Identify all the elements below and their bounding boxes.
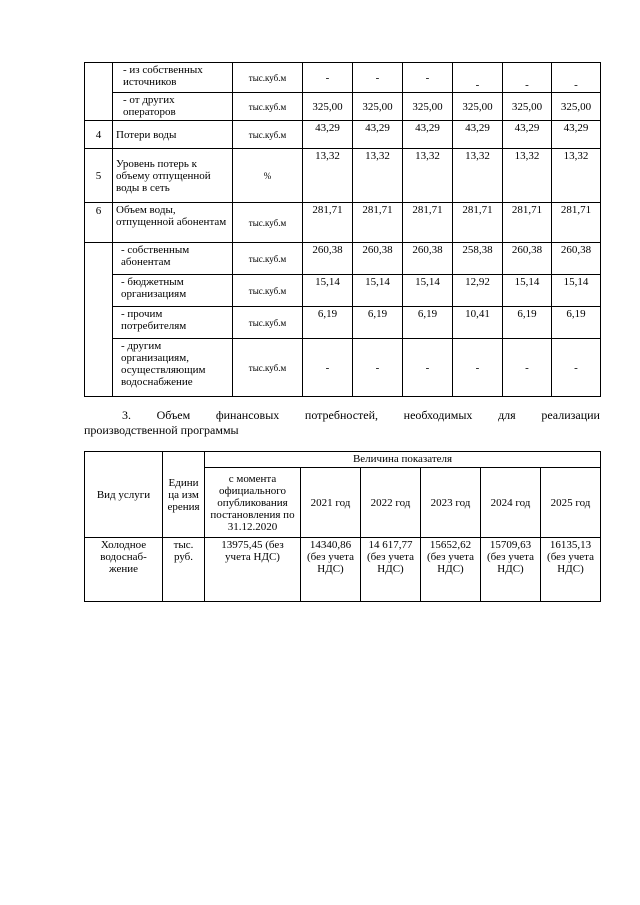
table-row <box>85 63 601 93</box>
header-unit: Единица измерения <box>163 452 205 538</box>
service-name: Холодное водоснаб-жение <box>85 538 163 602</box>
cell-value: 281,71 <box>503 203 552 243</box>
row-unit: тыс.куб.м <box>233 63 303 93</box>
cell-value: 6,19 <box>353 307 403 339</box>
row-label: - прочим потребителям <box>113 307 233 339</box>
row-unit: тыс.куб.м <box>233 93 303 121</box>
row-unit: % <box>233 149 303 203</box>
cell-value: - <box>353 63 403 93</box>
row-unit: тыс.куб.м <box>233 275 303 307</box>
heading-word: Объем <box>156 408 191 422</box>
header-year: 2021 год <box>301 468 361 538</box>
table-row <box>85 121 601 149</box>
row-label: - другим организациям, осуществляющим водоснабжение <box>113 339 233 397</box>
row-number: 4 <box>85 121 113 149</box>
table-row <box>85 538 601 602</box>
cell-value: 260,38 <box>503 243 552 275</box>
cell-value: 325,00 <box>353 93 403 121</box>
cell-value: - <box>552 63 601 93</box>
cell-value: 258,38 <box>453 243 503 275</box>
cell-value: 281,71 <box>552 203 601 243</box>
cell-value: 13,32 <box>303 149 353 203</box>
cell-value: 6,19 <box>403 307 453 339</box>
cell-value: 43,29 <box>453 121 503 149</box>
table-row <box>85 275 601 307</box>
header-year: 2023 год <box>421 468 481 538</box>
cell-value: 281,71 <box>453 203 503 243</box>
cell-value: 14340,86 (без учета НДС) <box>301 538 361 602</box>
cell-value: 325,00 <box>453 93 503 121</box>
financial-needs-table <box>84 451 601 602</box>
section-3-line-1 <box>84 408 600 423</box>
cell-value: - <box>403 63 453 93</box>
row-label: - бюджетным организациям <box>113 275 233 307</box>
cell-value: 15,14 <box>403 275 453 307</box>
cell-value: - <box>453 63 503 93</box>
row-number: 6 <box>85 203 113 243</box>
cell-value: 14 617,77 (без учета НДС) <box>361 538 421 602</box>
row-unit: тыс.куб.м <box>233 339 303 397</box>
cell-value: 13975,45 (без учета НДС) <box>205 538 301 602</box>
cell-value: - <box>552 339 601 397</box>
table-row <box>85 149 601 203</box>
heading-word: финансовых <box>215 408 280 422</box>
cell-value: 10,41 <box>453 307 503 339</box>
cell-value: - <box>403 339 453 397</box>
row-label: - от других операторов <box>113 93 233 121</box>
cell-value: - <box>303 339 353 397</box>
cell-value: 260,38 <box>353 243 403 275</box>
cell-value: 12,92 <box>453 275 503 307</box>
cell-value: 6,19 <box>552 307 601 339</box>
cell-value: 15,14 <box>303 275 353 307</box>
cell-value: 15,14 <box>503 275 552 307</box>
table-row <box>85 203 601 243</box>
row-label: - собственным абонентам <box>113 243 233 275</box>
cell-value: 325,00 <box>552 93 601 121</box>
section-3-line-2: производственной программы <box>84 423 239 437</box>
table-header-row <box>85 452 601 468</box>
heading-word: для <box>498 408 516 422</box>
cell-value: 15,14 <box>353 275 403 307</box>
cell-value: 15709,63 (без учета НДС) <box>481 538 541 602</box>
cell-value: 43,29 <box>303 121 353 149</box>
cell-value: 13,32 <box>353 149 403 203</box>
cell-value: 43,29 <box>552 121 601 149</box>
cell-value: 13,32 <box>503 149 552 203</box>
heading-word: реализации <box>541 408 600 422</box>
row-number: 5 <box>85 149 113 203</box>
cell-value: 13,32 <box>403 149 453 203</box>
heading-word: потребностей, <box>304 408 379 422</box>
header-service-type: Вид услуги <box>85 452 163 538</box>
table-row <box>85 93 601 121</box>
cell-value: 43,29 <box>353 121 403 149</box>
row-label: Уровень потерь к объему отпущенной воды в сеть <box>113 149 233 203</box>
header-year: 2025 год <box>541 468 601 538</box>
cell-value: 325,00 <box>303 93 353 121</box>
row-label: Потери воды <box>113 121 233 149</box>
row-unit: тыс.куб.м <box>233 243 303 275</box>
cell-value: 281,71 <box>403 203 453 243</box>
table-row <box>85 243 601 275</box>
cell-value: 281,71 <box>353 203 403 243</box>
row-unit: тыс.куб.м <box>233 203 303 243</box>
cell-value: 281,71 <box>303 203 353 243</box>
cell-value: 43,29 <box>403 121 453 149</box>
cell-value: 6,19 <box>503 307 552 339</box>
cell-value: - <box>453 339 503 397</box>
cell-value: 325,00 <box>403 93 453 121</box>
cell-value: - <box>303 63 353 93</box>
header-year: 2022 год <box>361 468 421 538</box>
header-indicator-value: Величина показателя <box>205 452 601 468</box>
section-3-heading <box>84 408 600 438</box>
cell-value: 260,38 <box>403 243 453 275</box>
water-balance-table <box>84 62 601 397</box>
cell-value: 260,38 <box>303 243 353 275</box>
cell-value: 325,00 <box>503 93 552 121</box>
table-row <box>85 307 601 339</box>
cell-value: 6,19 <box>303 307 353 339</box>
header-year: 2024 год <box>481 468 541 538</box>
cell-value: 43,29 <box>503 121 552 149</box>
section-number: 3. <box>122 408 131 422</box>
row-label: - из собственных источников <box>113 63 233 93</box>
row-unit: тыс.куб.м <box>233 121 303 149</box>
cell-value: 13,32 <box>453 149 503 203</box>
cell-value: - <box>503 339 552 397</box>
cell-value: 260,38 <box>552 243 601 275</box>
header-period-initial: с момента официального опубликования постановления по 31.12.2020 <box>205 468 301 538</box>
row-number <box>85 63 113 121</box>
cell-value: - <box>353 339 403 397</box>
row-unit: тыс.куб.м <box>233 307 303 339</box>
row-number <box>85 243 113 397</box>
cell-value: 16135,13 (без учета НДС) <box>541 538 601 602</box>
row-label: Объем воды, отпущенной абонентам <box>113 203 233 243</box>
cell-value: 15652,62 (без учета НДС) <box>421 538 481 602</box>
cell-value: - <box>503 63 552 93</box>
cell-value: 13,32 <box>552 149 601 203</box>
heading-word: необходимых <box>403 408 473 422</box>
service-unit: тыс. руб. <box>163 538 205 602</box>
cell-value: 15,14 <box>552 275 601 307</box>
table-row <box>85 339 601 397</box>
